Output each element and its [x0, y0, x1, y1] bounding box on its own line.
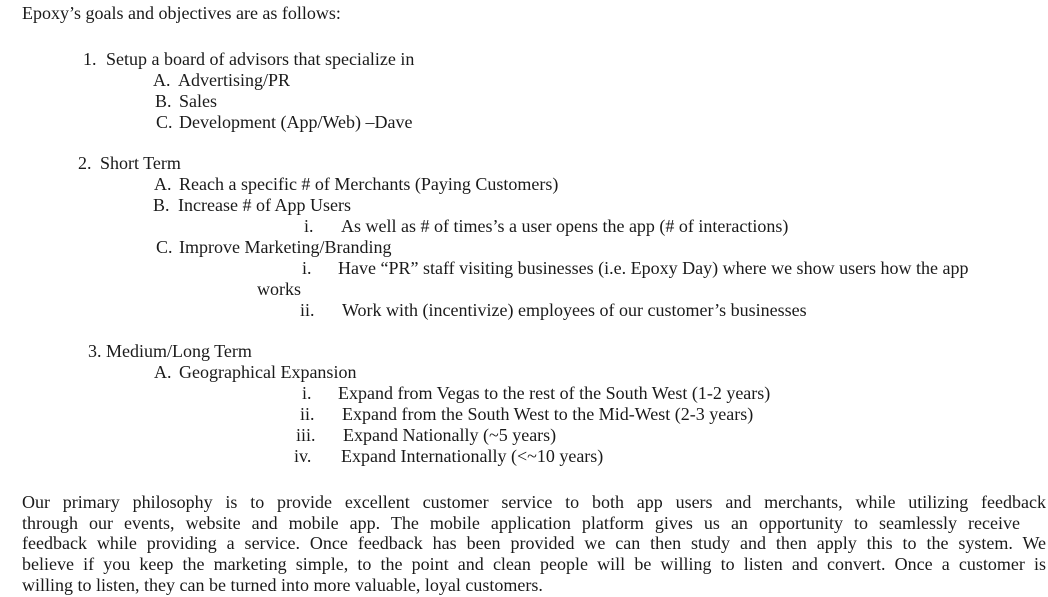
paragraph-line: through our events, website and mobile app. The mobile application platform gives us an opportunity to seamlessly receive: [22, 513, 1020, 533]
goal-title: Short Term: [100, 153, 181, 173]
paragraph-line: feedback while providing a service. Once feedback has been provided we can then study and then apply this to the system. We: [22, 533, 1046, 553]
list-marker: i.: [302, 258, 312, 278]
list-marker: i.: [304, 216, 314, 236]
list-marker: B.: [155, 91, 172, 111]
list-marker: A.: [154, 174, 172, 194]
list-marker: iii.: [296, 425, 316, 445]
list-subitem-continuation: works: [257, 279, 301, 299]
list-subitem: Expand from the South West to the Mid-West (2-3 years): [342, 404, 754, 424]
list-item: Development (App/Web) –Dave: [179, 112, 413, 132]
goal-title: Setup a board of advisors that specialize in: [106, 49, 415, 69]
list-marker: ii.: [300, 404, 315, 424]
list-marker: A.: [154, 362, 172, 382]
list-marker: C.: [156, 112, 173, 132]
list-subitem: Expand Internationally (<~10 years): [341, 446, 604, 466]
list-subitem: Have “PR” staff visiting businesses (i.e. Epoxy Day) where we show users how the app: [338, 258, 969, 278]
list-item: Geographical Expansion: [179, 362, 357, 382]
list-item: Advertising/PR: [178, 70, 291, 90]
paragraph-line: Our primary philosophy is to provide excellent customer service to both app users and merchants, while utilizing feedback: [22, 492, 1046, 512]
goal-title: Medium/Long Term: [106, 341, 252, 361]
list-item: Reach a specific # of Merchants (Paying Customers): [179, 174, 559, 194]
list-item: Sales: [179, 91, 217, 111]
list-marker: A.: [153, 70, 171, 90]
intro-text: Epoxy’s goals and objectives are as follows:: [22, 3, 341, 23]
list-item: Increase # of App Users: [178, 195, 351, 215]
list-marker: ii.: [300, 300, 315, 320]
list-subitem: Work with (incentivize) employees of our customer’s businesses: [342, 300, 807, 320]
list-item: Improve Marketing/Branding: [179, 237, 392, 257]
list-subitem: Expand Nationally (~5 years): [343, 425, 557, 445]
list-subitem: Expand from Vegas to the rest of the South West (1-2 years): [338, 383, 771, 403]
paragraph-line: believe if you keep the marketing simple, to the point and clean people will be willing to listen and convert. Once a customer is: [22, 554, 1046, 574]
list-marker: 1.: [83, 49, 97, 69]
list-marker: iv.: [294, 446, 312, 466]
list-marker: 2.: [78, 153, 92, 173]
paragraph-line: willing to listen, they can be turned into more valuable, loyal customers.: [22, 575, 543, 595]
list-marker: 3.: [88, 341, 102, 361]
list-marker: i.: [302, 383, 312, 403]
list-subitem: As well as # of times’s a user opens the app (# of interactions): [341, 216, 789, 236]
list-marker: C.: [156, 237, 173, 257]
list-marker: B.: [153, 195, 170, 215]
